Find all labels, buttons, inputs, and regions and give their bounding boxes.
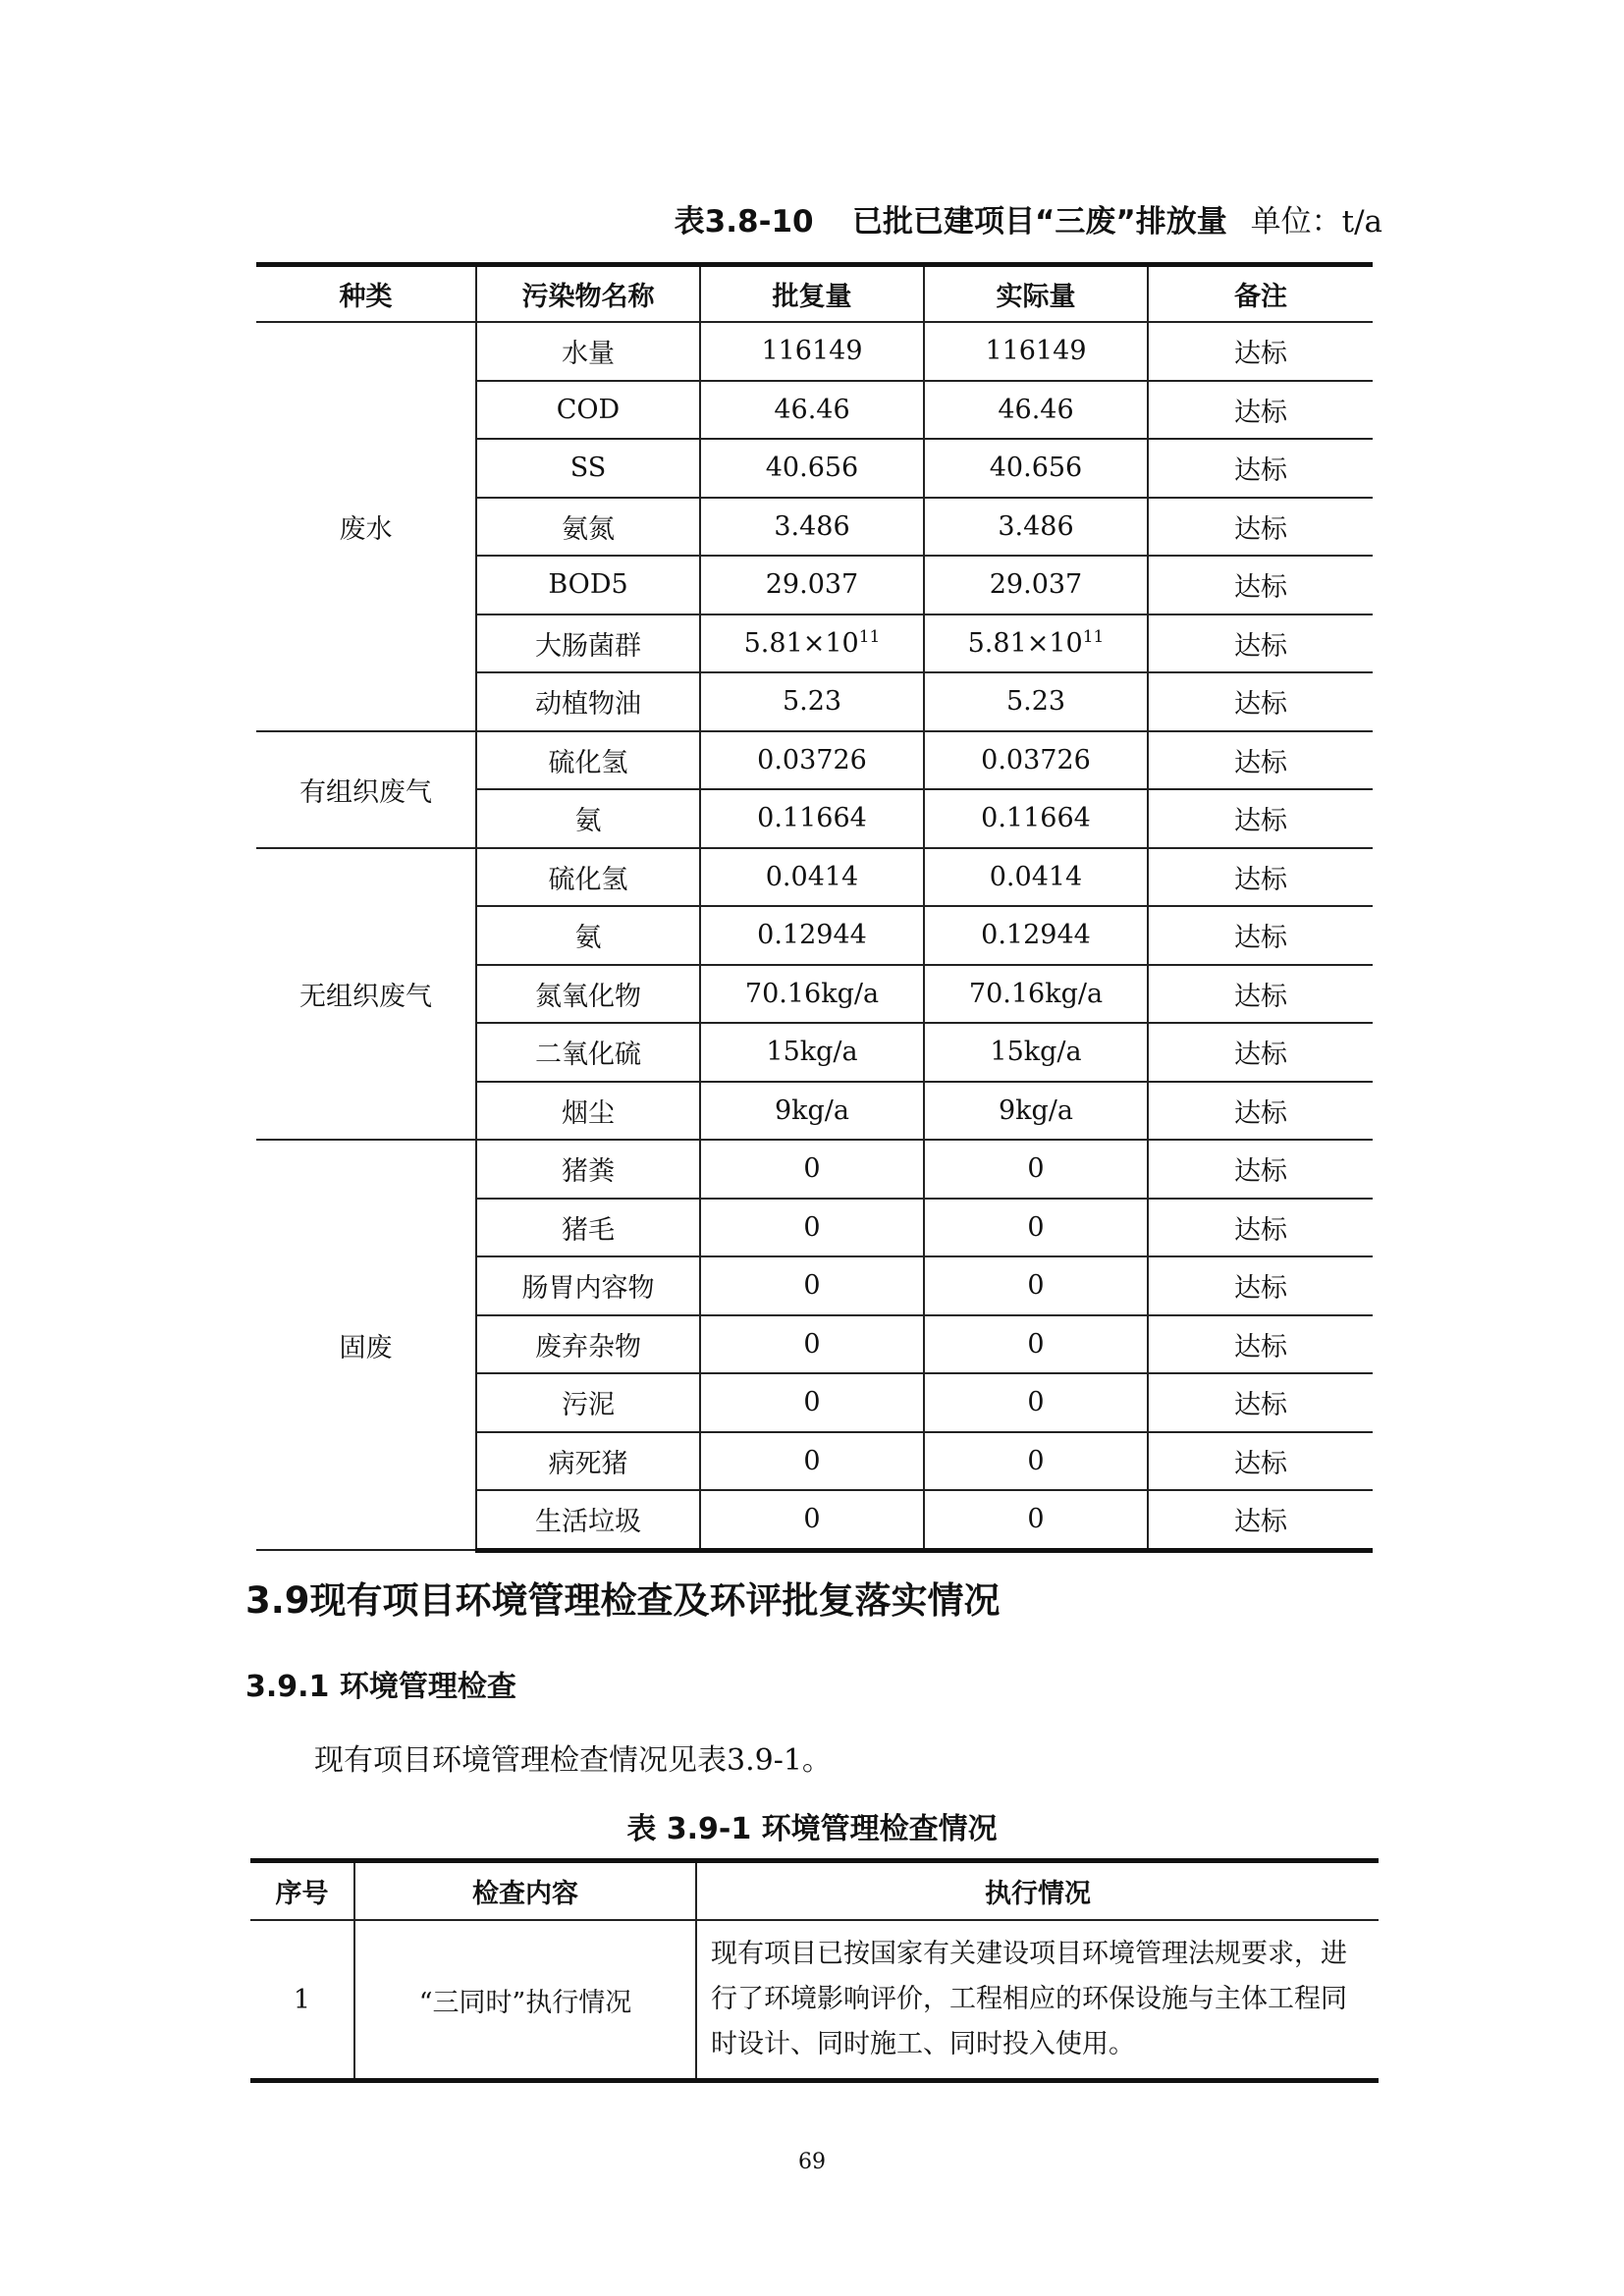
pollutant-name-cell: 硫化氢 [476, 848, 700, 907]
pollutant-name-cell: 病死猪 [476, 1432, 700, 1491]
pollutant-name-cell: 氨 [476, 906, 700, 965]
table-caption-2: 表 3.9-1 环境管理检查情况 [626, 1812, 998, 1846]
actual-value-cell [924, 322, 1148, 381]
actual-value: 0.11664 [981, 803, 1091, 834]
actual-value-cell [924, 1432, 1148, 1491]
table-caption-number: 表3.8-10 [674, 204, 814, 240]
actual-value: 0 [1027, 1153, 1045, 1185]
actual-value-cell [924, 439, 1148, 498]
approved-value-cell [700, 1490, 924, 1550]
category-cell: 固废 [256, 1140, 476, 1550]
approved-value: 70.16kg/a [744, 978, 880, 1009]
pollutant-name-cell: 肠胃内容物 [476, 1256, 700, 1315]
column-header: 污染物名称 [476, 265, 700, 323]
actual-value: 116149 [985, 336, 1087, 367]
remark-cell: 达标 [1148, 1256, 1373, 1315]
table-caption-unit: 单位：t/a [1250, 204, 1382, 240]
actual-value: 0 [1027, 1387, 1045, 1418]
remark-cell: 达标 [1148, 965, 1373, 1024]
remark-cell: 达标 [1148, 1490, 1373, 1550]
category-cell: 有组织废气 [256, 731, 476, 848]
table-row [256, 731, 1373, 790]
actual-value-cell [924, 1315, 1148, 1374]
actual-value-cell [924, 1256, 1148, 1315]
category-cell: 无组织废气 [256, 848, 476, 1141]
approved-exponent: 11 [858, 627, 881, 648]
approved-value-cell [700, 1082, 924, 1141]
approved-value: 46.46 [774, 394, 850, 425]
pollutant-name-cell: 大肠菌群 [476, 614, 700, 673]
pollutant-name-cell: 硫化氢 [476, 731, 700, 790]
actual-value: 46.46 [998, 394, 1074, 425]
approved-value-cell [700, 381, 924, 440]
actual-value-cell [924, 672, 1148, 731]
approved-value: 0.0414 [765, 861, 859, 892]
remark-cell: 达标 [1148, 1199, 1373, 1257]
actual-value: 0 [1027, 1504, 1045, 1535]
page-number: 69 [798, 2150, 826, 2174]
pollutant-name-cell: 污泥 [476, 1373, 700, 1432]
category-cell: 废水 [256, 322, 476, 731]
pollutant-name-cell: 生活垃圾 [476, 1490, 700, 1550]
column-header: 执行情况 [696, 1861, 1379, 1921]
actual-value-cell [924, 1199, 1148, 1257]
column-header: 备注 [1148, 265, 1373, 323]
remark-cell: 达标 [1148, 381, 1373, 440]
actual-value-cell [924, 381, 1148, 440]
approved-value-cell [700, 848, 924, 907]
column-header: 检查内容 [354, 1861, 696, 1921]
actual-value: 40.656 [989, 453, 1083, 484]
actual-value: 5.23 [1005, 686, 1066, 718]
actual-value: 29.037 [989, 569, 1083, 601]
remark-cell: 达标 [1148, 498, 1373, 557]
actual-value-cell [924, 789, 1148, 848]
approved-value-cell [700, 731, 924, 790]
remark-cell: 达标 [1148, 1315, 1373, 1374]
remark-cell: 达标 [1148, 1023, 1373, 1082]
approved-value: 0.03726 [757, 744, 867, 775]
approved-value-cell [700, 1256, 924, 1315]
actual-value: 0.03726 [981, 744, 1091, 775]
actual-value: 0 [1027, 1270, 1045, 1302]
approved-value: 0.12944 [757, 920, 867, 951]
approved-value: 9kg/a [774, 1095, 850, 1126]
remark-cell: 达标 [1148, 1082, 1373, 1141]
column-header: 种类 [256, 265, 476, 323]
subsection-heading: 3.9.1 环境管理检查 [245, 1670, 516, 1704]
pollutant-name-cell: 烟尘 [476, 1082, 700, 1141]
approved-value: 5.23 [782, 686, 842, 718]
pollutant-name-cell: 猪粪 [476, 1140, 700, 1199]
approved-value: 29.037 [765, 569, 859, 601]
approved-value-cell [700, 614, 924, 673]
inspection-table [250, 1858, 1379, 2083]
actual-value: 0.0414 [989, 861, 1083, 892]
actual-exponent: 11 [1082, 627, 1105, 648]
pollutant-name-cell: 废弃杂物 [476, 1315, 700, 1374]
table-row [256, 1140, 1373, 1199]
pollutant-name-cell: 氮氧化物 [476, 965, 700, 1024]
actual-value: 0 [1027, 1328, 1045, 1360]
approved-value-cell [700, 498, 924, 557]
pollutant-name-cell: 二氧化硫 [476, 1023, 700, 1082]
approved-value-cell [700, 322, 924, 381]
pollutant-name-cell: 水量 [476, 322, 700, 381]
actual-value: 9kg/a [998, 1095, 1074, 1126]
approved-value: 0.11664 [757, 803, 867, 834]
approved-value: 15kg/a [766, 1037, 858, 1068]
remark-cell: 达标 [1148, 731, 1373, 790]
approved-value-cell [700, 1315, 924, 1374]
approved-value: 3.486 [774, 510, 850, 542]
actual-value-cell [924, 848, 1148, 907]
status-cell: 现有项目已按国家有关建设项目环境管理法规要求，进行了环境影响评价，工程相应的环保设施与主体工程同时设计、同时施工、同时投入使用。 [696, 1920, 1379, 2081]
actual-value: 0.12944 [981, 920, 1091, 951]
remark-cell: 达标 [1148, 614, 1373, 673]
check-item-cell: “三同时”执行情况 [354, 1920, 696, 2081]
table-caption [675, 196, 1382, 240]
approved-value: 0 [803, 1387, 821, 1418]
approved-value-cell [700, 1140, 924, 1199]
approved-value-cell [700, 965, 924, 1024]
approved-value-cell [700, 1432, 924, 1491]
pollutant-name-cell: BOD5 [476, 556, 700, 614]
table-row [250, 1920, 1379, 2081]
actual-value-cell [924, 731, 1148, 790]
table-caption-title: 已批已建项目“三废”排放量 [852, 204, 1227, 240]
remark-cell: 达标 [1148, 322, 1373, 381]
remark-cell: 达标 [1148, 1373, 1373, 1432]
table-header-row [250, 1861, 1379, 1921]
pollutant-name-cell: 氨氮 [476, 498, 700, 557]
remark-cell: 达标 [1148, 906, 1373, 965]
actual-value: 5.81×10 [967, 628, 1083, 660]
pollutant-name-cell: 氨 [476, 789, 700, 848]
pollutant-name-cell: 猪毛 [476, 1199, 700, 1257]
approved-value-cell [700, 789, 924, 848]
approved-value: 0 [803, 1504, 821, 1535]
remark-cell: 达标 [1148, 439, 1373, 498]
approved-value: 0 [803, 1211, 821, 1243]
approved-value: 0 [803, 1445, 821, 1476]
pollutant-name-cell: SS [476, 439, 700, 498]
actual-value-cell [924, 556, 1148, 614]
actual-value-cell [924, 1082, 1148, 1141]
approved-value-cell [700, 906, 924, 965]
actual-value: 15kg/a [990, 1037, 1082, 1068]
actual-value-cell [924, 1373, 1148, 1432]
actual-value-cell [924, 498, 1148, 557]
actual-value: 0 [1027, 1445, 1045, 1476]
approved-value: 0 [803, 1328, 821, 1360]
approved-value-cell [700, 1373, 924, 1432]
approved-value-cell [700, 1199, 924, 1257]
remark-cell: 达标 [1148, 556, 1373, 614]
actual-value-cell [924, 906, 1148, 965]
column-header: 序号 [250, 1861, 354, 1921]
actual-value: 3.486 [998, 510, 1074, 542]
remark-cell: 达标 [1148, 789, 1373, 848]
emissions-table [256, 262, 1373, 1553]
table-row [256, 322, 1373, 381]
actual-value-cell [924, 1140, 1148, 1199]
approved-value: 0 [803, 1153, 821, 1185]
table-header-row [256, 265, 1373, 323]
approved-value-cell [700, 439, 924, 498]
actual-value-cell [924, 614, 1148, 673]
approved-value-cell [700, 556, 924, 614]
approved-value-cell [700, 672, 924, 731]
approved-value: 5.81×10 [743, 628, 859, 660]
actual-value-cell [924, 965, 1148, 1024]
actual-value: 70.16kg/a [968, 978, 1104, 1009]
remark-cell: 达标 [1148, 1432, 1373, 1491]
remark-cell: 达标 [1148, 848, 1373, 907]
actual-value-cell [924, 1490, 1148, 1550]
actual-value: 0 [1027, 1211, 1045, 1243]
row-number-cell: 1 [250, 1920, 354, 2081]
pollutant-name-cell: COD [476, 381, 700, 440]
pollutant-name-cell: 动植物油 [476, 672, 700, 731]
approved-value-cell [700, 1023, 924, 1082]
section-heading: 3.9现有项目环境管理检查及环评批复落实情况 [245, 1579, 1001, 1622]
approved-value: 0 [803, 1270, 821, 1302]
remark-cell: 达标 [1148, 672, 1373, 731]
column-header: 实际量 [924, 265, 1148, 323]
approved-value: 40.656 [765, 453, 859, 484]
actual-value-cell [924, 1023, 1148, 1082]
approved-value: 116149 [761, 336, 863, 367]
remark-cell: 达标 [1148, 1140, 1373, 1199]
column-header: 批复量 [700, 265, 924, 323]
table-row [256, 848, 1373, 907]
body-paragraph: 现有项目环境管理检查情况见表3.9-1。 [314, 1743, 832, 1778]
